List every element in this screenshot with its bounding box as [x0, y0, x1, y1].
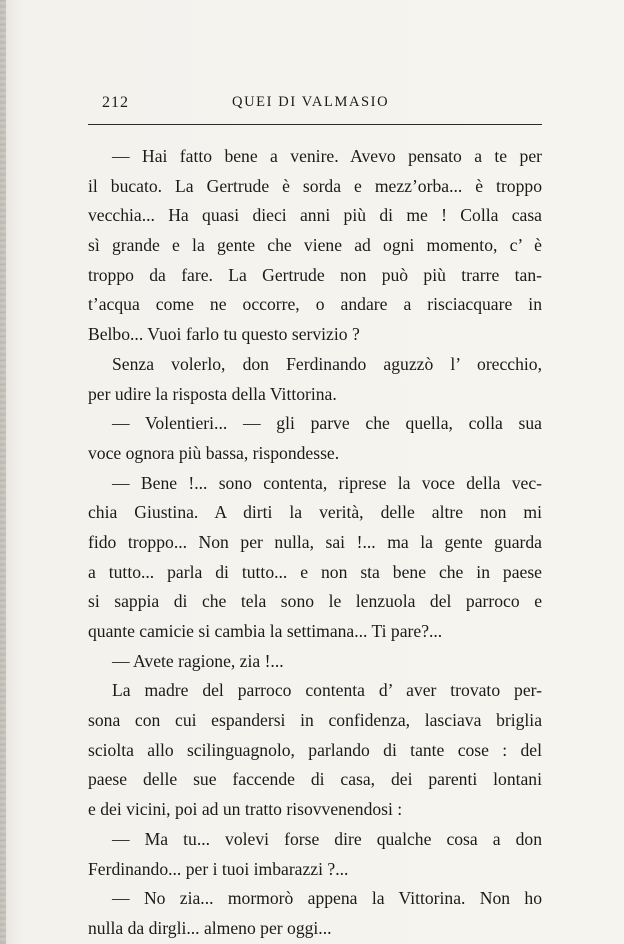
text-line: quante camicie si cambia la settimana... Ti pare?... — [88, 621, 443, 641]
page-header — [88, 94, 542, 118]
text-line: Ferdinando... per i tuoi imbarazzi ?... — [88, 858, 349, 879]
running-title: QUEI DI VALMASIO — [232, 94, 390, 110]
text-line: — No zia... mormorò appena la Vittorina. Non ho — [112, 888, 542, 909]
text-line: — Hai fatto bene a venire. Avevo pensato a te per — [112, 146, 542, 166]
text-line: troppo da fare. La Gertrude non può più trarre tan- — [88, 264, 542, 285]
body-text — [88, 142, 548, 944]
page-gutter-shadow — [0, 0, 6, 944]
text-line: — Bene !... sono contenta, riprese la voce della vec- — [112, 472, 542, 493]
text-line: sciolta allo scilinguagnolo, parlando di tante cose : del — [88, 739, 542, 760]
text-line: vecchia... Ha quasi dieci anni più di me ! Colla casa — [88, 205, 542, 226]
text-line: Belbo... Vuoi farlo tu questo servizio ? — [88, 324, 360, 345]
text-line: nulla da dirgli... almeno per oggi... — [88, 917, 332, 938]
text-line: — Volentieri... — gli parve che quella, colla sua — [112, 413, 542, 434]
text-line: si sappia di che tela sono le lenzuola del parroco e — [88, 591, 542, 612]
text-line: — Avete ragione, zia !... — [112, 650, 284, 671]
text-line: La madre del parroco contenta d’ aver trovato per- — [112, 680, 542, 701]
text-line: Senza volerlo, don Ferdinando aguzzò l’ orecchio, — [112, 353, 542, 374]
text-line: paese delle sue faccende di casa, dei parenti lontani — [88, 769, 542, 790]
text-line: t’acqua come ne occorre, o andare a risciacquare in — [88, 294, 542, 315]
text-line: sì grande e la gente che viene ad ogni momento, c’ è — [88, 235, 542, 256]
text-line: chia Giustina. A dirti la verità, delle altre non mi — [88, 502, 542, 523]
text-line: fido troppo... Non per nulla, sai !... ma la gente guarda — [88, 531, 542, 552]
page-number: 212 — [102, 94, 129, 111]
text-line: e dei vicini, poi ad un tratto risovvenendosi : — [88, 799, 403, 820]
text-line: voce ognora più bassa, rispondesse. — [88, 442, 340, 463]
text-line: — Ma tu... volevi forse dire qualche cosa a don — [112, 828, 542, 849]
text-line: il bucato. La Gertrude è sorda e mezz’orba... è troppo — [88, 175, 542, 196]
text-line: sona con cui espandersi in confidenza, lasciava briglia — [88, 710, 542, 731]
text-line: per udire la risposta della Vittorina. — [88, 383, 337, 404]
text-line: a tutto... parla di tutto... e non sta bene che in paese — [88, 561, 542, 582]
header-rule — [88, 124, 542, 125]
